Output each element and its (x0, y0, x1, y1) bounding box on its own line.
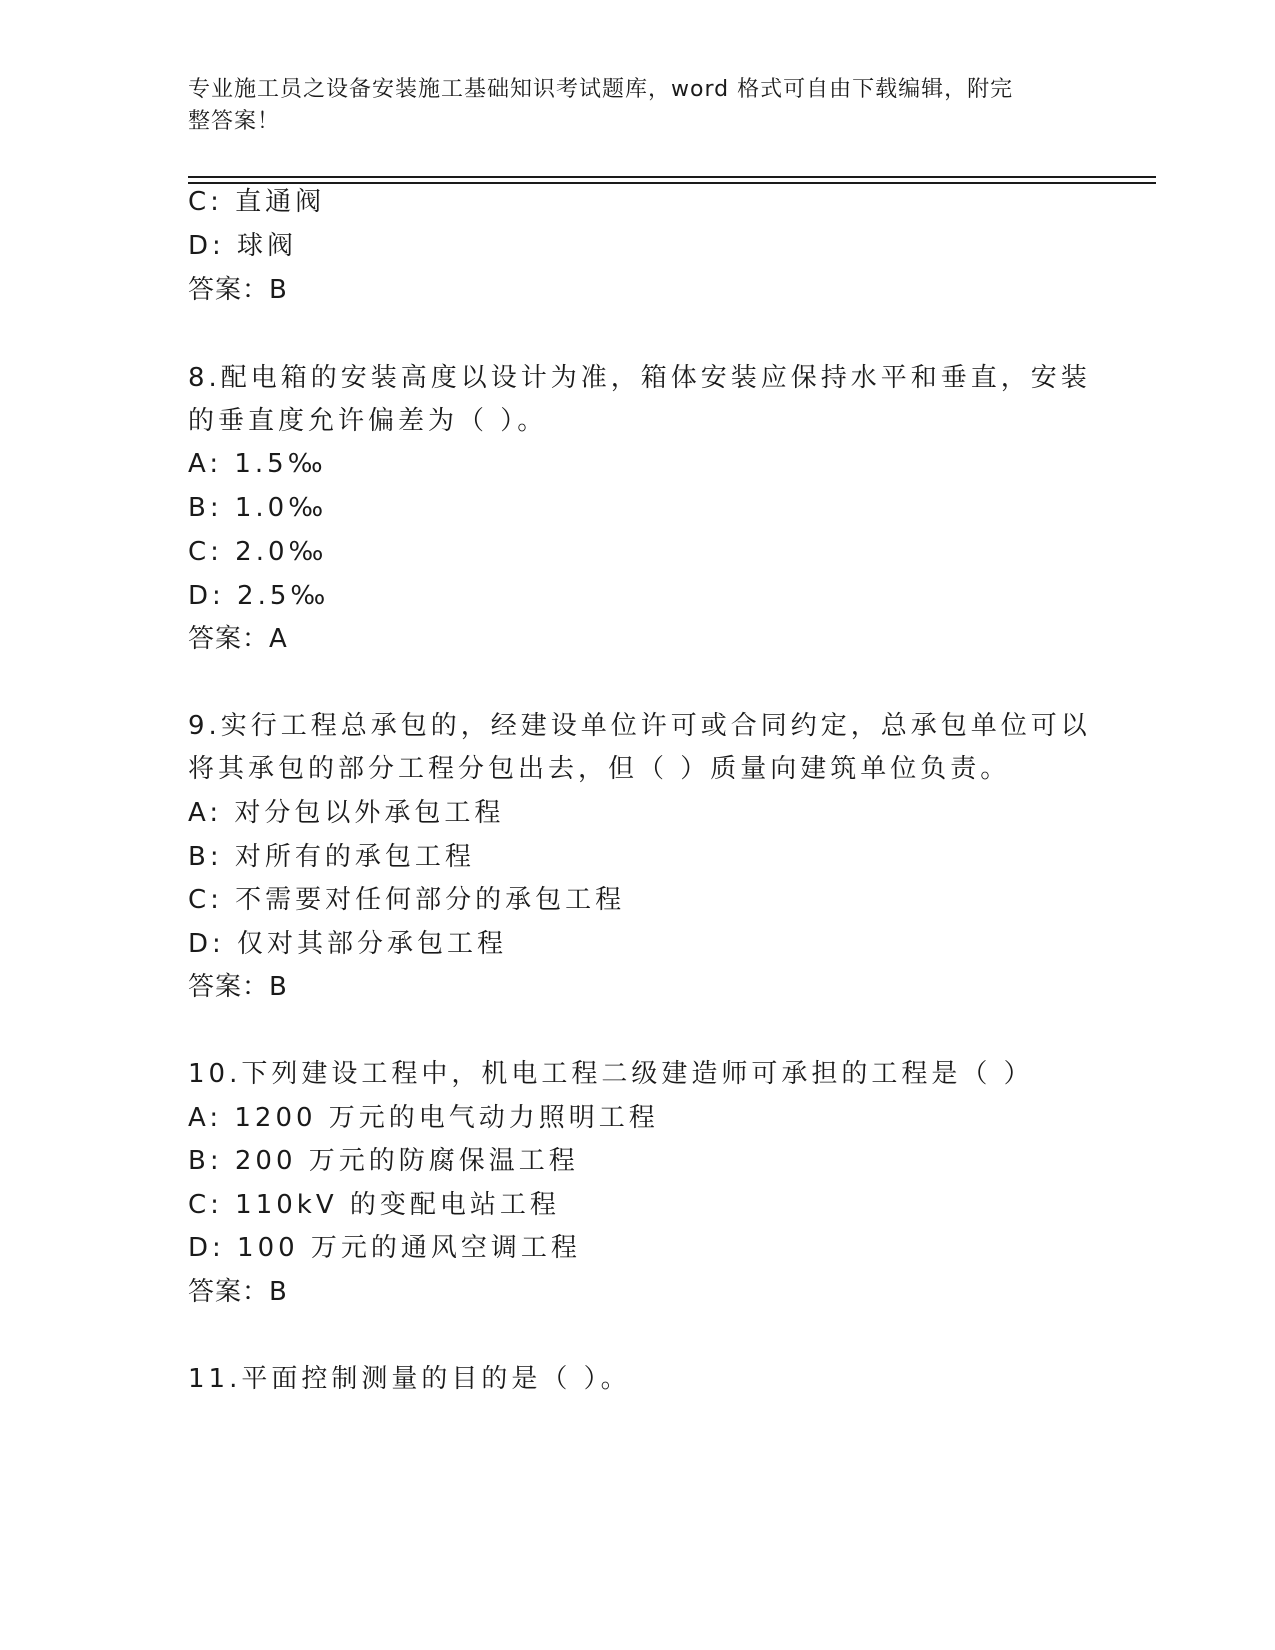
q10-option-a: A: 1200 万元的电气动力照明工程 (188, 1103, 659, 1133)
q10-answer: 答案：B (188, 1277, 288, 1307)
q8-option-a: A: 1.5‰ (188, 449, 327, 479)
q8-option-d: D: 2.5‰ (188, 581, 330, 611)
q8-answer: 答案：A (188, 624, 288, 654)
q8-option-c: C: 2.0‰ (188, 537, 328, 567)
q11-stem-line-1: 11.平面控制测量的目的是（ ）。 (188, 1364, 631, 1394)
q9-option-b: B: 对所有的承包工程 (188, 842, 475, 872)
q9-option-d: D: 仅对其部分承包工程 (188, 929, 508, 959)
q9-stem-line-2: 将其承包的部分工程分包出去，但（ ）质量向建筑单位负责。 (188, 754, 1011, 784)
fragment-option-c: C: 直通阀 (188, 187, 326, 217)
q10-option-b: B: 200 万元的防腐保温工程 (188, 1146, 579, 1176)
fragment-option-d: D: 球阀 (188, 231, 298, 261)
header-line-1: 专业施工员之设备安装施工基础知识考试题库，word 格式可自由下载编辑，附完 (188, 77, 1014, 102)
q9-stem-line-1: 9.实行工程总承包的，经建设单位许可或合同约定，总承包单位可以 (188, 711, 1091, 741)
q10-option-d: D: 100 万元的通风空调工程 (188, 1233, 581, 1263)
document-header (188, 74, 1068, 138)
q9-answer: 答案：B (188, 972, 288, 1002)
header-line-2: 整答案！ (188, 109, 281, 134)
header-rule-bottom (188, 182, 1156, 184)
q10-option-c: C: 110kV 的变配电站工程 (188, 1190, 560, 1220)
q9-option-c: C: 不需要对任何部分的承包工程 (188, 885, 626, 915)
q8-option-b: B: 1.0‰ (188, 493, 328, 523)
q10-stem-line-1: 10.下列建设工程中，机电工程二级建造师可承担的工程是（ ） (188, 1059, 1034, 1089)
q8-stem-line-1: 8.配电箱的安装高度以设计为准，箱体安装应保持水平和垂直，安装 (188, 363, 1091, 393)
q9-option-a: A: 对分包以外承包工程 (188, 798, 505, 828)
header-rule-top (188, 176, 1156, 178)
fragment-answer: 答案：B (188, 275, 288, 305)
q8-stem-line-2: 的垂直度允许偏差为（ ）。 (188, 406, 548, 436)
